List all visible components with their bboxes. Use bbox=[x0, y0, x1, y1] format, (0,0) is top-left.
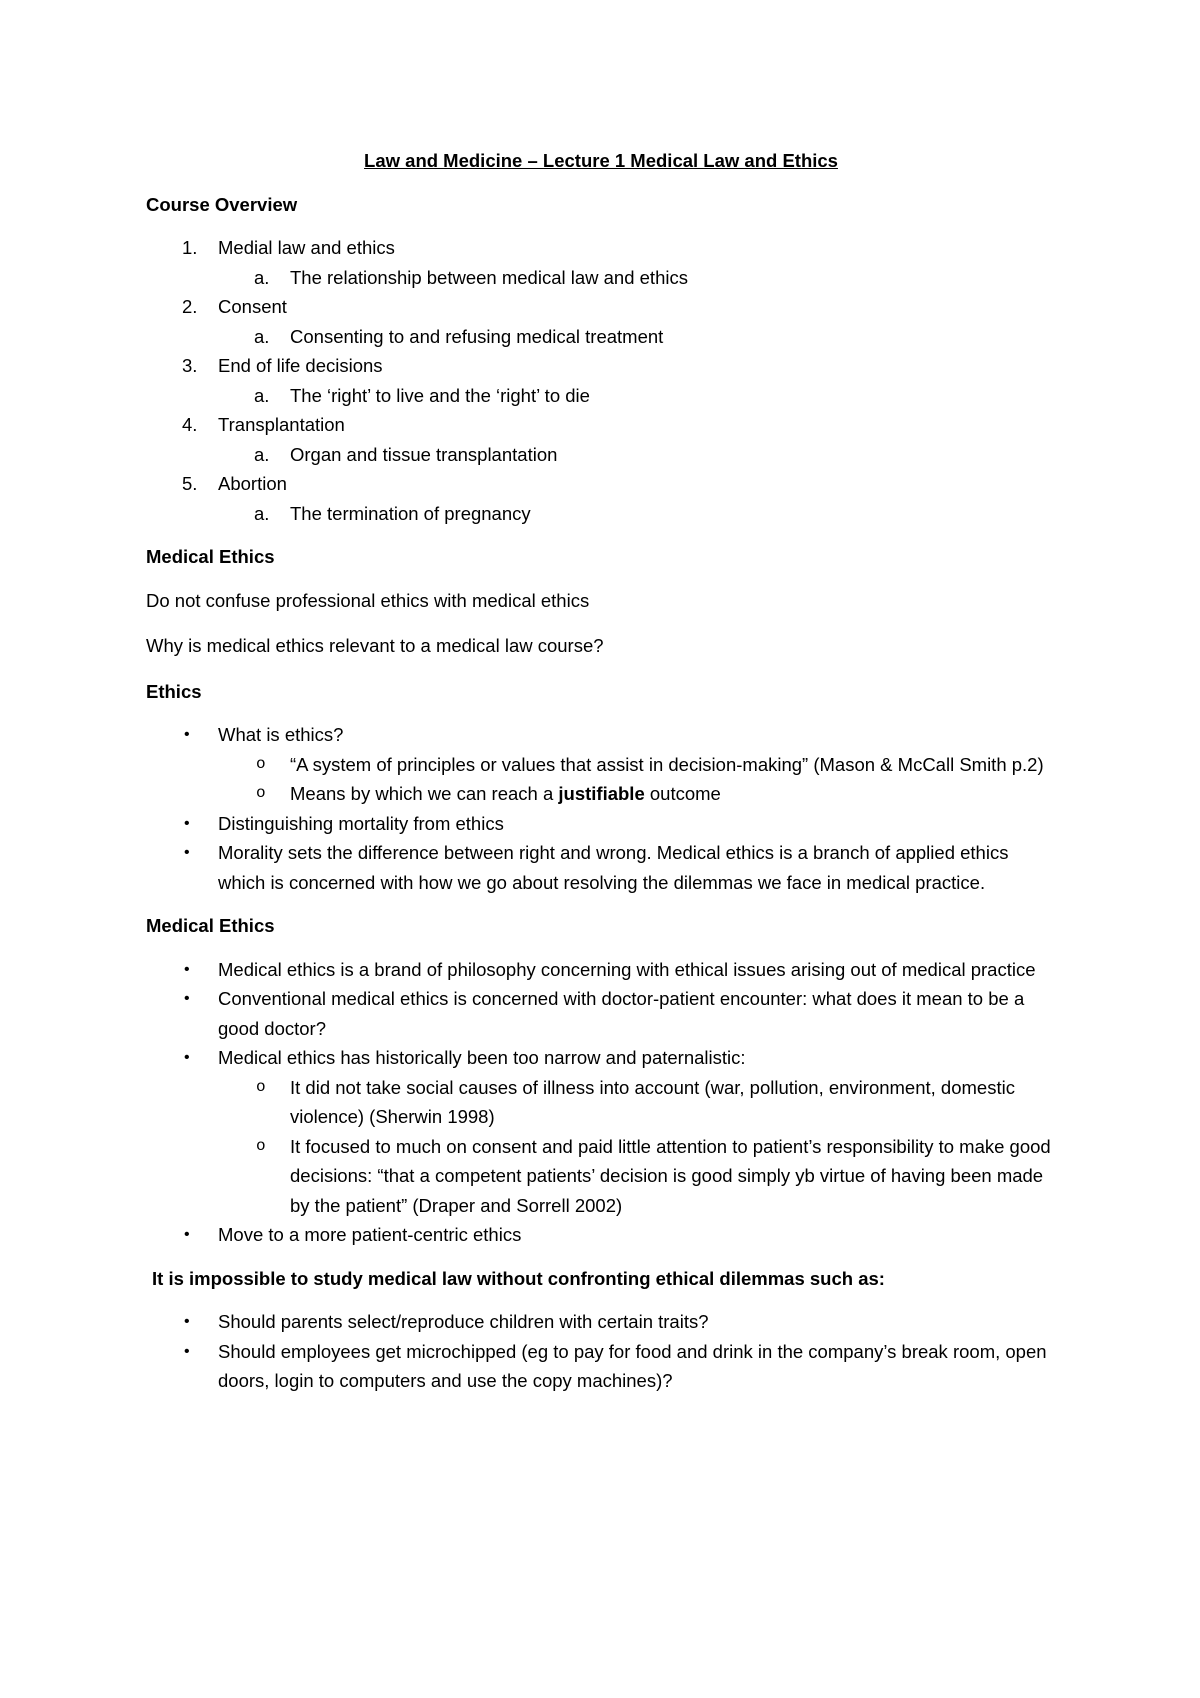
sub-list-letter: a. bbox=[254, 266, 270, 288]
list-item-text: Consent bbox=[218, 296, 287, 317]
bullet-text: Medical ethics has historically been too narrow and paternalistic: bbox=[218, 1047, 746, 1068]
sub-list-text: Organ and tissue transplantation bbox=[290, 443, 558, 465]
document-title: Law and Medicine – Lecture 1 Medical Law and Ethics bbox=[364, 150, 838, 171]
bullet-item bbox=[146, 1307, 1056, 1337]
sub-list-letter: a. bbox=[254, 384, 270, 406]
document-page bbox=[146, 146, 1056, 1410]
bullet-text: Morality sets the difference between right and wrong. Medical ethics is a branch of applied ethics which is concerned with how we go about resolving the dilemmas we face in medical practice. bbox=[218, 842, 1009, 893]
course-overview-list bbox=[146, 233, 1056, 528]
sub-list bbox=[218, 322, 1056, 352]
bullet-item bbox=[146, 809, 1056, 839]
circle-bullet-icon: o bbox=[256, 1136, 266, 1155]
sub-list-item bbox=[218, 440, 1056, 470]
sub-list-letter: a. bbox=[254, 443, 270, 465]
medical-ethics-heading-2: Medical Ethics bbox=[146, 915, 275, 936]
bullet-icon: • bbox=[184, 1226, 190, 1243]
list-item-text: Abortion bbox=[218, 473, 287, 494]
sub-bullet-item bbox=[218, 779, 1056, 809]
list-item bbox=[146, 292, 1056, 351]
sub-list-text: The ‘right’ to live and the ‘right’ to die bbox=[290, 384, 590, 406]
dilemmas-bullet-list bbox=[146, 1307, 1056, 1396]
bullet-icon: • bbox=[184, 1342, 190, 1360]
bullet-text: Medical ethics is a brand of philosophy concerning with ethical issues arising out of medical practice bbox=[218, 958, 1036, 980]
medical-ethics-bullet-list bbox=[146, 955, 1056, 1250]
sub-list bbox=[218, 499, 1056, 529]
sub-bullet-item bbox=[218, 1132, 1056, 1221]
bullet-text: Move to a more patient-centric ethics bbox=[218, 1224, 522, 1245]
sub-list-letter: a. bbox=[254, 325, 270, 347]
sub-list-text: The relationship between medical law and ethics bbox=[290, 266, 688, 288]
course-overview-heading: Course Overview bbox=[146, 193, 298, 215]
sub-bullet-text: “A system of principles or values that assist in decision-making” (Mason & McCall Smith p.2) bbox=[290, 753, 1044, 775]
sub-list-text: The termination of pregnancy bbox=[290, 502, 531, 524]
sub-list bbox=[218, 263, 1056, 293]
bullet-text: What is ethics? bbox=[218, 724, 344, 745]
sub-list-item bbox=[218, 263, 1056, 293]
list-item bbox=[146, 351, 1056, 410]
bullet-item bbox=[146, 1043, 1056, 1220]
sub-list bbox=[218, 440, 1056, 470]
circle-bullet-icon: o bbox=[256, 754, 266, 773]
sub-list bbox=[218, 1073, 1056, 1221]
circle-bullet-icon: o bbox=[256, 784, 266, 802]
ethics-bullet-list bbox=[146, 720, 1056, 897]
paragraph: Do not confuse professional ethics with medical ethics bbox=[146, 589, 590, 611]
bullet-item bbox=[146, 1220, 1056, 1250]
sub-bullet-text: It did not take social causes of illness into account (war, pollution, environment, domestic violence) (Sherwin 1998) bbox=[290, 1076, 1015, 1127]
dilemmas-heading: It is impossible to study medical law without confronting ethical dilemmas such as: bbox=[152, 1267, 885, 1289]
sub-bullet-item bbox=[218, 1073, 1056, 1132]
list-item-text: Medial law and ethics bbox=[218, 237, 395, 258]
sub-list bbox=[218, 750, 1056, 809]
bullet-icon: • bbox=[184, 726, 190, 743]
sub-bullet-text: It focused to much on consent and paid little attention to patient’s responsibility to make good decisions: “that a competent patients’ decision is good simply yb virtue of having been made by the patient” (Draper and Sorrell 2002) bbox=[290, 1135, 1051, 1216]
sub-bullet-item bbox=[218, 750, 1056, 780]
bullet-icon: • bbox=[184, 990, 190, 1007]
bullet-icon: • bbox=[184, 814, 190, 832]
sub-list-text: Consenting to and refusing medical treatment bbox=[290, 325, 664, 347]
bullet-item bbox=[146, 984, 1056, 1043]
list-number: 5. bbox=[182, 473, 198, 494]
sub-list bbox=[218, 381, 1056, 411]
sub-bullet-text-end: outcome bbox=[644, 783, 721, 804]
sub-bullet-text-start: Means by which we can reach a bbox=[290, 783, 559, 804]
bold-term: justifiable bbox=[558, 783, 645, 804]
sub-list-item bbox=[218, 381, 1056, 411]
list-item-text: Transplantation bbox=[218, 414, 345, 435]
bullet-icon: • bbox=[184, 1313, 190, 1330]
list-number: 1. bbox=[182, 237, 198, 258]
bullet-item bbox=[146, 838, 1056, 897]
sub-list-item bbox=[218, 322, 1056, 352]
sub-list-item bbox=[218, 499, 1056, 529]
sub-list-letter: a. bbox=[254, 502, 270, 524]
list-number: 2. bbox=[182, 296, 198, 317]
bullet-item bbox=[146, 1337, 1056, 1396]
bullet-text: Should employees get microchipped (eg to pay for food and drink in the company’s break room, open doors, login to computers and use the copy machines)? bbox=[218, 1340, 1047, 1391]
bullet-item bbox=[146, 955, 1056, 985]
bullet-text: Distinguishing mortality from ethics bbox=[218, 812, 504, 834]
medical-ethics-heading: Medical Ethics bbox=[146, 546, 275, 567]
bullet-icon: • bbox=[184, 960, 190, 978]
circle-bullet-icon: o bbox=[256, 1077, 266, 1096]
list-item bbox=[146, 410, 1056, 469]
paragraph: Why is medical ethics relevant to a medical law course? bbox=[146, 635, 604, 656]
ethics-heading: Ethics bbox=[146, 680, 202, 702]
bullet-text: Conventional medical ethics is concerned with doctor-patient encounter: what does it mean to be a good doctor? bbox=[218, 988, 1025, 1039]
list-item bbox=[146, 233, 1056, 292]
list-number: 3. bbox=[182, 355, 198, 376]
bullet-item bbox=[146, 720, 1056, 809]
list-number: 4. bbox=[182, 414, 198, 435]
bullet-text: Should parents select/reproduce children with certain traits? bbox=[218, 1311, 709, 1332]
bullet-icon: • bbox=[184, 844, 190, 861]
list-item-text: End of life decisions bbox=[218, 355, 383, 376]
bullet-icon: • bbox=[184, 1049, 190, 1066]
list-item bbox=[146, 469, 1056, 528]
